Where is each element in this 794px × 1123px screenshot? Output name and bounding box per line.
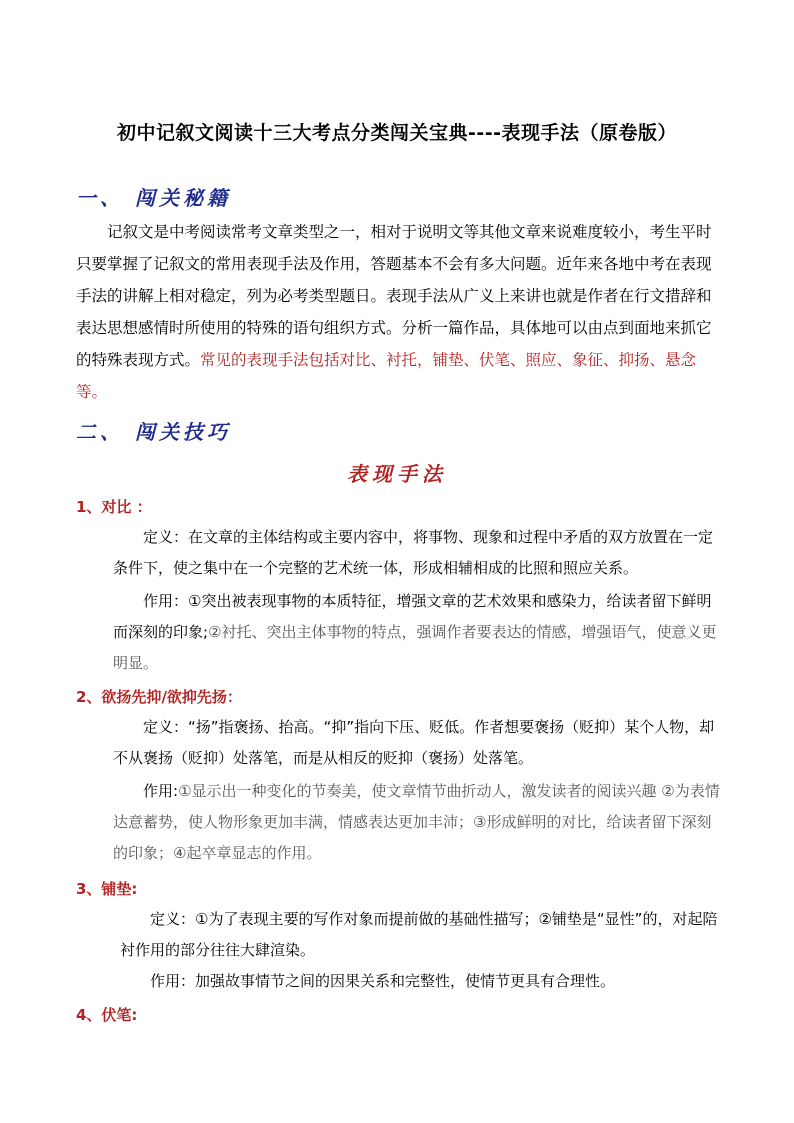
intro-paragraph [76, 216, 726, 408]
item-definition-suppress-praise [113, 712, 725, 774]
item-definition-contrast [113, 522, 725, 584]
item-effect-contrast [113, 586, 725, 679]
item-heading-foreshadowing: 4、伏笔: [76, 1006, 138, 1024]
section-heading-skills: 二、 闯关技巧 [76, 420, 231, 444]
item-effect-suppress-praise [113, 776, 725, 869]
item-effect-foreshadow-setup [120, 966, 726, 997]
intro-highlight: 常见的表现手法包括对比、衬托，铺垫、伏笔、照应、象征、抑扬、悬念等。 [76, 351, 697, 401]
section-heading-secrets: 一、 闯关秘籍 [76, 186, 231, 210]
effect-text-continued: ①显示出一种变化的节奏美，使文章情节曲折动人，激发读者的阅读兴趣 ②为表情达意蓄势，使人物形象更加丰满，情感表达更加丰沛；③形成鲜明的对比，给读者留下深刻的印象；④起卒章显志的作用。 [113, 782, 720, 862]
item-heading-contrast: 1、对比 ： [76, 498, 152, 516]
page-title: 初中记叙文阅读十三大考点分类闯关宝典----表现手法（原卷版） [116, 122, 678, 144]
item-heading-foreshadow-setup: 3、铺垫: [76, 880, 138, 898]
effect-text: 作用：①突出被表现事物的本质特征，增强文章的艺术效果和感染力，给读者留下鲜明而深刻的印象; [113, 592, 712, 641]
effect-text: 作用：加强故事情节之间的因果关系和完整性，使情节更具有合理性。 [150, 972, 616, 990]
definition-text: 定义：“扬”指褒扬、抬高。“抑”指向下压、贬低。作者想要褒扬（贬抑）某个人物，却不从褒扬（贬抑）处落笔，而是从相反的贬抑（褒扬）处落笔。 [113, 718, 715, 767]
item-definition-foreshadow-setup [120, 904, 726, 966]
definition-text: 定义：①为了表现主要的写作对象而提前做的基础性描写；②铺垫是“显性”的，对起陪衬作用的部分往往大肆渲染。 [120, 910, 718, 959]
subheading-techniques: 表现手法 [347, 462, 447, 486]
effect-text: 作用: [143, 782, 179, 800]
effect-text-continued: ②衬托、突出主体事物的特点，强调作者要表达的情感，增强语气，使意义更明显。 [113, 623, 717, 672]
item-heading-suppress-praise: 2、欲扬先抑/欲抑先扬： [76, 688, 242, 706]
intro-text: 记叙文是中考阅读常考文章类型之一，相对于说明文等其他文章来说难度较小，考生平时只要掌握了记叙文的常用表现手法及作用，答题基本不会有多大问题。近年来各地中考在表现手法的讲解上相对稳定，列为必考类型题日。表现手法从广义上来讲也就是作者在行文措辞和表达思想感情时所使用的特殊的语句组织方式。分析一篇作品，具体地可以由点到面地来抓它的特殊表现方式。 [76, 223, 712, 369]
definition-text: 定义：在文章的主体结构或主要内容中，将事物、现象和过程中矛盾的双方放置在一定条件下，使之集中在一个完整的艺术统一体，形成相辅相成的比照和照应关系。 [113, 528, 714, 577]
